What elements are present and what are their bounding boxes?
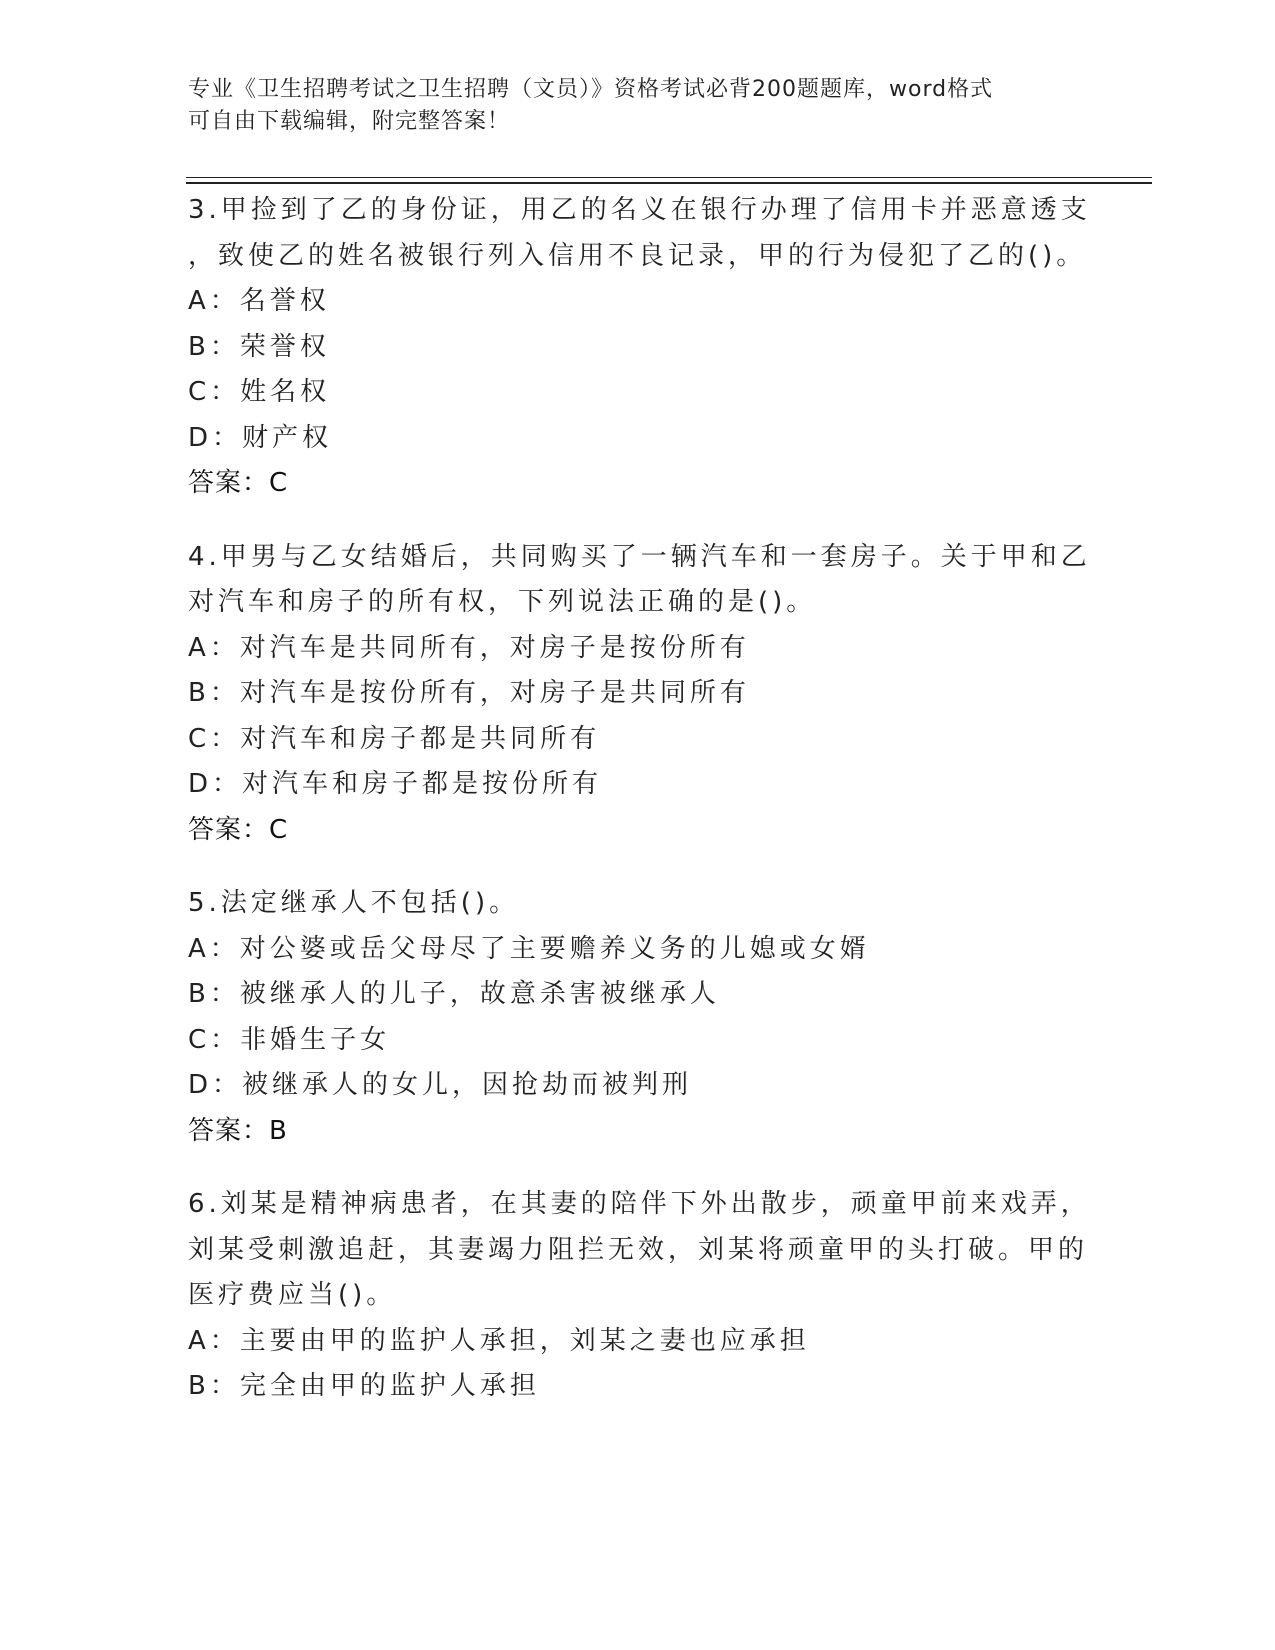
option-b: B：荣誉权: [188, 331, 330, 362]
question-3: [188, 188, 1091, 507]
header-title-line-2: 可自由下载编辑，附完整答案！: [188, 109, 511, 134]
option-c: C：非婚生子女: [188, 1024, 391, 1055]
answer-line: 答案：C: [188, 814, 289, 845]
option-a: A：对汽车是共同所有，对房子是按份所有: [188, 632, 750, 663]
option-a: A：名誉权: [188, 286, 330, 316]
question-6: [188, 1182, 1091, 1410]
question-5: [188, 881, 1088, 1154]
option-d: D：财产权: [188, 422, 333, 453]
question-stem-line: ，致使乙的姓名被银行列入信用不良记录，甲的行为侵犯了乙的()。: [188, 240, 1087, 271]
question-stem-line: 医疗费应当()。: [188, 1280, 397, 1310]
question-4: [188, 535, 1091, 854]
option-c: C：姓名权: [188, 377, 331, 407]
answer-line: 答案：B: [188, 1115, 288, 1146]
option-b: B：对汽车是按份所有，对房子是共同所有: [188, 678, 750, 708]
header-divider-thick: [186, 182, 1152, 184]
question-stem-line: 5.法定继承人不包括()。: [188, 888, 520, 918]
option-a: A：对公婆或岳父母尽了主要赡养义务的儿媳或女婿: [188, 933, 870, 964]
option-d: D：对汽车和房子都是按份所有: [188, 769, 603, 799]
question-stem-line: 6.刘某是精神病患者，在其妻的陪伴下外出散步，顽童甲前来戏弄，: [188, 1189, 1091, 1219]
question-stem-line: 刘某受刺激追赶，其妻竭力阻拦无效，刘某将顽童甲的头打破。甲的: [188, 1234, 1089, 1265]
option-c: C：对汽车和房子都是共同所有: [188, 723, 601, 754]
option-d: D：被继承人的女儿，因抢劫而被判刑: [188, 1070, 693, 1100]
option-b: B：被继承人的儿子，故意杀害被继承人: [188, 979, 720, 1009]
question-stem-line: 对汽车和房子的所有权，下列说法正确的是()。: [188, 587, 817, 617]
answer-line: 答案：C: [188, 468, 289, 498]
question-list: [188, 188, 1091, 1438]
header-title-line-1: 专业《卫生招聘考试之卫生招聘（文员）》资格考试必背200题题库，word格式: [188, 77, 994, 102]
header-divider-thin: [186, 177, 1152, 178]
question-stem-line: 4.甲男与乙女结婚后，共同购买了一辆汽车和一套房子。关于甲和乙: [188, 541, 1091, 572]
option-b: B：完全由甲的监护人承担: [188, 1371, 540, 1401]
question-stem-line: 3.甲捡到了乙的身份证，用乙的名义在银行办理了信用卡并恶意透支: [188, 195, 1091, 225]
option-a: A：主要由甲的监护人承担，刘某之妻也应承担: [188, 1325, 810, 1356]
document-header: [188, 74, 1068, 138]
